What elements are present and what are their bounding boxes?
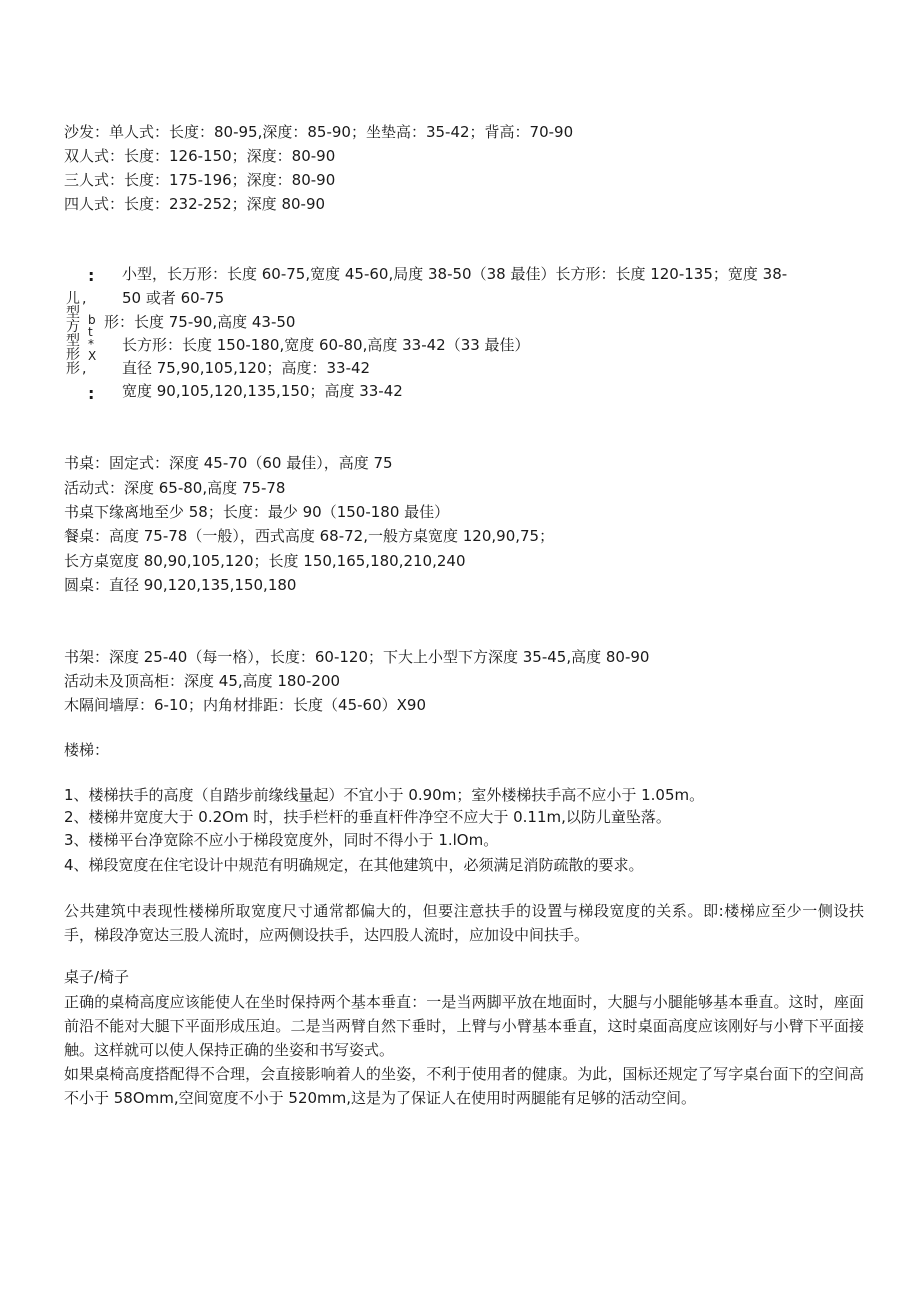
desk-line-2: 活动式：深度 65-80,高度 75-78 [64,479,286,497]
shelf-line-1: 书架：深度 25-40（每一格），长度：60-120；下大上小型下方深度 35-45,高度 80-90 [64,648,650,666]
desk-line-4: 餐桌：高度 75-78（一般），西式高度 68-72,一般方桌宽度 120,90,75； [64,527,555,545]
stairs-item-4: 4、梯段宽度在住宅设计中规范有明确规定，在其他建筑中，必须满足消防疏散的要求。 [64,856,644,874]
coffee-table-side-col-1: 儿 型 方 型 形 形 [66,291,80,377]
sofa-line-3: 三人式：长度：175-196；深度：80-90 [64,171,336,189]
coffee-table-line-5: 直径 75,90,105,120；高度：33-42 [122,359,371,377]
stairs-item-1: 1、楼梯扶手的高度（自踏步前缘线量起）不宜小于 0.90m；室外楼梯扶手高不应小于 1.05m。 [64,786,705,804]
coffee-table-line-1: 小型，长万形：长度 60-75,宽度 45-60,局度 38-50（38 最佳）长方形：长度 120-135；宽度 38- [122,265,788,283]
coffee-table-line-4: 长方形：长度 150-180,宽度 60-80,高度 33-42（33 最佳） [122,336,530,354]
sofa-line-4: 四人式：长度：232-252；深度 80-90 [64,195,326,213]
coffee-table-line-2: 50 或者 60-75 [122,289,225,307]
coffee-table-side-col-2: b t * X [88,313,97,363]
desk-line-5: 长方桌宽度 80,90,105,120；长度 150,165,180,210,240 [64,552,466,570]
coffee-table-line-6: 宽度 90,105,120,135,150；高度 33-42 [122,382,403,400]
table-chair-paragraph-1: 正确的桌椅高度应该能使人在坐时保持两个基本垂直：一是当两脚平放在地面时，大腿与小腿能够基本垂直。这时，座面前沿不能对大腿下平面形成压迫。二是当两臂自然下垂时，上臂与小臂基本垂直，这时桌面高度应该刚好与小臂下平面接触。这样就可以使人保持正确的坐姿和书写姿式。 [64,993,864,1059]
stairs-paragraph: 公共建筑中表现性楼梯所取宽度尺寸通常都偏大的，但要注意扶手的设置与梯段宽度的关系。即:楼梯应至少一侧设扶手，梯段净宽达三股人流时，应两侧设扶手，达四股人流时，应加设中间扶手。 [64,902,864,944]
stairs-heading: 楼梯： [64,741,110,759]
coffee-table-colon-bottom: : [88,384,95,403]
stairs-item-3: 3、楼梯平台净宽除不应小于梯段宽度外，同时不得小于 1.lOm。 [64,831,499,849]
desk-line-1: 书桌：固定式：深度 45-70（60 最佳），高度 75 [64,454,393,472]
table-chair-heading: 桌子/椅子 [64,968,130,986]
coffee-table-colon-top: : [88,266,95,285]
desk-line-3: 书桌下缘离地至少 58；长度：最少 90（150-180 最佳） [64,503,450,521]
coffee-table-line-3: 形：长度 75-90,高度 43-50 [104,313,296,331]
stairs-item-2: 2、楼梯井宽度大于 0.2Om 时，扶手栏杆的垂直杆件净空不应大于 0.11m,以防儿童坠落。 [64,808,671,826]
sofa-line-2: 双人式：长度：126-150；深度：80-90 [64,147,336,165]
sofa-line-1: 沙发：单人式：长度：80-95,深度：85-90；坐垫高：35-42；背高：70-90 [64,123,574,141]
shelf-line-3: 木隔间墙厚：6-10；内角材排距：长度（45-60）X90 [64,696,426,714]
table-chair-paragraph-2: 如果桌椅高度搭配得不合理，会直接影响着人的坐姿，不利于使用者的健康。为此，国标还规定了写字桌台面下的空间高不小于 58Omm,空间宽度不小于 520mm,这是为了保证人在使用时两腿能有足够的活动空间。 [64,1065,864,1107]
shelf-line-2: 活动未及顶高柜：深度 45,高度 180-200 [64,672,341,690]
desk-line-6: 圆桌：直径 90,120,135,150,180 [64,576,297,594]
coffee-table-side-col-1b: , , [82,291,87,377]
